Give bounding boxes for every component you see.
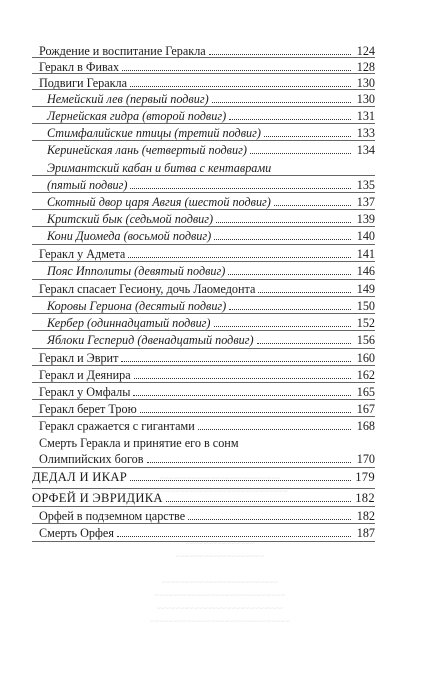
toc-row-divider: [32, 382, 375, 383]
toc-page-number: 152: [356, 316, 375, 330]
toc-page-number: 182: [356, 509, 375, 523]
toc-entry: [47, 142, 375, 158]
toc-entry-title: (пятый подвиг): [47, 178, 128, 192]
toc-entry-title: Рождение и воспитание Геракла: [39, 44, 206, 58]
toc-row-divider: [32, 226, 375, 227]
toc-leader-dots: [147, 462, 351, 463]
toc-leader-dots: [229, 119, 351, 120]
toc-entry: [39, 384, 375, 400]
toc-row-divider: [32, 365, 375, 366]
toc-page-number: 179: [355, 470, 375, 484]
toc-entry-title: Олимпийских богов: [39, 452, 144, 466]
toc-entry-title: Немейский лев (первый подвиг): [47, 92, 209, 106]
toc-leader-dots: [258, 292, 351, 293]
toc-page-number: 165: [356, 385, 375, 399]
toc-entry-title: Керинейская лань (четвертый подвиг): [47, 143, 247, 157]
toc-row-divider: [32, 175, 375, 176]
toc-entry-title: ОРФЕЙ И ЭВРИДИКА: [32, 491, 163, 505]
toc-entry-title: Пояс Ипполиты (девятый подвиг): [47, 264, 226, 278]
toc-entry: [39, 418, 375, 434]
toc-entry-title: Скотный двор царя Авгия (шестой подвиг): [47, 195, 271, 209]
show-through-text: ~~~~~~~~~~~~~~~~~~~~~~~~~~ ~~~~~~~~~~~~~~~~~~~~~~~~~~~~~ ~~~~~~~~~~~~~~~~~~~~~~ ~~~~~~~~~~~~~~~ ~~~~~~~~~~~~~~~~~~~ ~~~~~~~~~~~~~~~~~~~~~~~~~ ~~~~~~~~~~~~~~~~~~~~~~~~~~~~ ~~~~~~~~~~~~~~~~~~~~~~~~~~~ ~~~~~~~~~~~~~~~~~~~~~~~~~~~~~~: [149, 474, 291, 626]
toc-entry-title: Геракл у Адмета: [39, 247, 126, 261]
toc-entry-title: Критский бык (седьмой подвиг): [47, 212, 214, 226]
toc-row-divider: [32, 89, 375, 90]
toc-entry: [47, 108, 375, 124]
toc-entry-title: Кербер (одиннадцатый подвиг): [47, 316, 211, 330]
toc-entry: [39, 401, 375, 417]
toc-row-divider: [32, 209, 375, 210]
toc-leader-dots: [133, 395, 351, 396]
toc-row-divider: [32, 313, 375, 314]
toc-entry-title: Орфей в подземном царстве: [39, 509, 186, 523]
toc-page-number: 128: [356, 60, 375, 74]
toc-page-number: 187: [356, 526, 375, 540]
toc-leader-dots: [130, 86, 351, 87]
toc-leader-dots: [264, 136, 351, 137]
toc-entry: [47, 91, 375, 107]
toc-entry-title: Подвиги Геракла: [39, 76, 128, 90]
toc-row-divider: [32, 348, 375, 349]
toc-entry-title: Геракл у Омфалы: [39, 385, 131, 399]
toc-entry-title: Смерть Орфея: [39, 526, 114, 540]
toc-page-number: 141: [356, 247, 375, 261]
toc-entry-title: Геракл сражается с гигантами: [39, 419, 195, 433]
toc-row-divider: [32, 261, 375, 262]
toc-entry: [39, 246, 375, 262]
toc-entry-title: Стимфалийские птицы (третий подвиг): [47, 126, 261, 140]
toc-page-number: 168: [356, 419, 375, 433]
toc-page-number: 140: [356, 229, 375, 243]
toc-page-number: 139: [356, 212, 375, 226]
toc-row-divider: [32, 192, 375, 193]
toc-entry: [39, 281, 375, 297]
toc-entry: [39, 350, 375, 366]
toc-row-divider: [32, 106, 375, 107]
toc-row-divider: [32, 244, 375, 245]
toc-entry-title: Геракл берет Трою: [39, 402, 137, 416]
toc-row-divider: [32, 467, 375, 468]
toc-leader-dots: [130, 188, 351, 189]
toc-page-number: 160: [356, 351, 375, 365]
toc-row-divider: [32, 57, 375, 58]
toc-page-number: 134: [356, 143, 375, 157]
toc-row-divider: [32, 416, 375, 417]
toc-entry-title: Геракл и Деянира: [39, 368, 131, 382]
toc-entry: [47, 125, 375, 141]
toc-leader-dots: [229, 309, 351, 310]
toc-leader-dots: [214, 326, 352, 327]
toc-page-number: 130: [356, 76, 375, 90]
toc-entry-title: Лернейская гидра (второй подвиг): [47, 109, 227, 123]
toc-leader-dots: [128, 257, 351, 258]
toc-leader-dots: [209, 54, 351, 55]
toc-page-number: 135: [356, 178, 375, 192]
toc-page-number: 150: [356, 299, 375, 313]
toc-entry: [39, 451, 375, 467]
toc-row-divider: [32, 399, 375, 400]
toc-page-number: 130: [356, 92, 375, 106]
toc-row-divider: [32, 330, 375, 331]
toc-leader-dots: [198, 429, 351, 430]
toc-leader-dots: [122, 70, 351, 71]
toc-entry: [47, 177, 375, 193]
toc-leader-dots: [214, 239, 351, 240]
toc-entry-title: ДЕДАЛ И ИКАР: [32, 470, 128, 484]
toc-leader-dots: [216, 222, 351, 223]
toc-leader-dots: [140, 412, 351, 413]
toc-page-number: 170: [356, 452, 375, 466]
toc-entry-title: Геракл спасает Гесиону, дочь Лаомедонта: [39, 282, 256, 296]
toc-leader-dots: [274, 205, 351, 206]
toc-entry-title: Яблоки Гесперид (двенадцатый подвиг): [47, 333, 254, 347]
toc-page-number: 149: [356, 282, 375, 296]
toc-page-number: 156: [356, 333, 375, 347]
toc-entry: [47, 228, 375, 244]
toc-page-number: 162: [356, 368, 375, 382]
toc-leader-dots: [134, 378, 351, 379]
toc-entry-title: Геракл в Фивах: [39, 60, 120, 74]
toc-leader-dots: [121, 361, 351, 362]
toc-entry-title: Геракл и Эврит: [39, 351, 119, 365]
toc-page-number: 124: [356, 44, 375, 58]
toc-entry: [39, 367, 375, 383]
toc-entry: [47, 194, 375, 210]
toc-row-divider: [32, 140, 375, 141]
toc-entry: [39, 435, 375, 451]
toc-page-number: 182: [355, 491, 375, 505]
toc-page-number: 146: [356, 264, 375, 278]
toc-leader-dots: [257, 343, 351, 344]
toc-entry-title: Смерть Геракла и принятие его в сонм: [39, 436, 239, 450]
toc-entry: [47, 315, 375, 331]
toc-page-number: 131: [356, 109, 375, 123]
toc-page-number: 167: [356, 402, 375, 416]
toc-entry-title: Эримантский кабан и битва с кентаврами: [47, 161, 272, 175]
toc-entry: [47, 211, 375, 227]
toc-entry: [47, 263, 375, 279]
toc-entry: [47, 298, 375, 314]
toc-leader-dots: [212, 102, 351, 103]
toc-page-number: 133: [356, 126, 375, 140]
toc-row-divider: [32, 296, 375, 297]
toc-entry: [47, 160, 375, 176]
toc-page-number: 137: [356, 195, 375, 209]
toc-row-divider: [32, 279, 375, 280]
toc-entry-title: Коровы Гериона (десятый подвиг): [47, 299, 227, 313]
toc-row-divider: [32, 123, 375, 124]
toc-entry: [47, 332, 375, 348]
toc-entry-title: Кони Диомеда (восьмой подвиг): [47, 229, 212, 243]
toc-row-divider: [32, 73, 375, 74]
toc-leader-dots: [250, 153, 351, 154]
toc-leader-dots: [228, 274, 351, 275]
